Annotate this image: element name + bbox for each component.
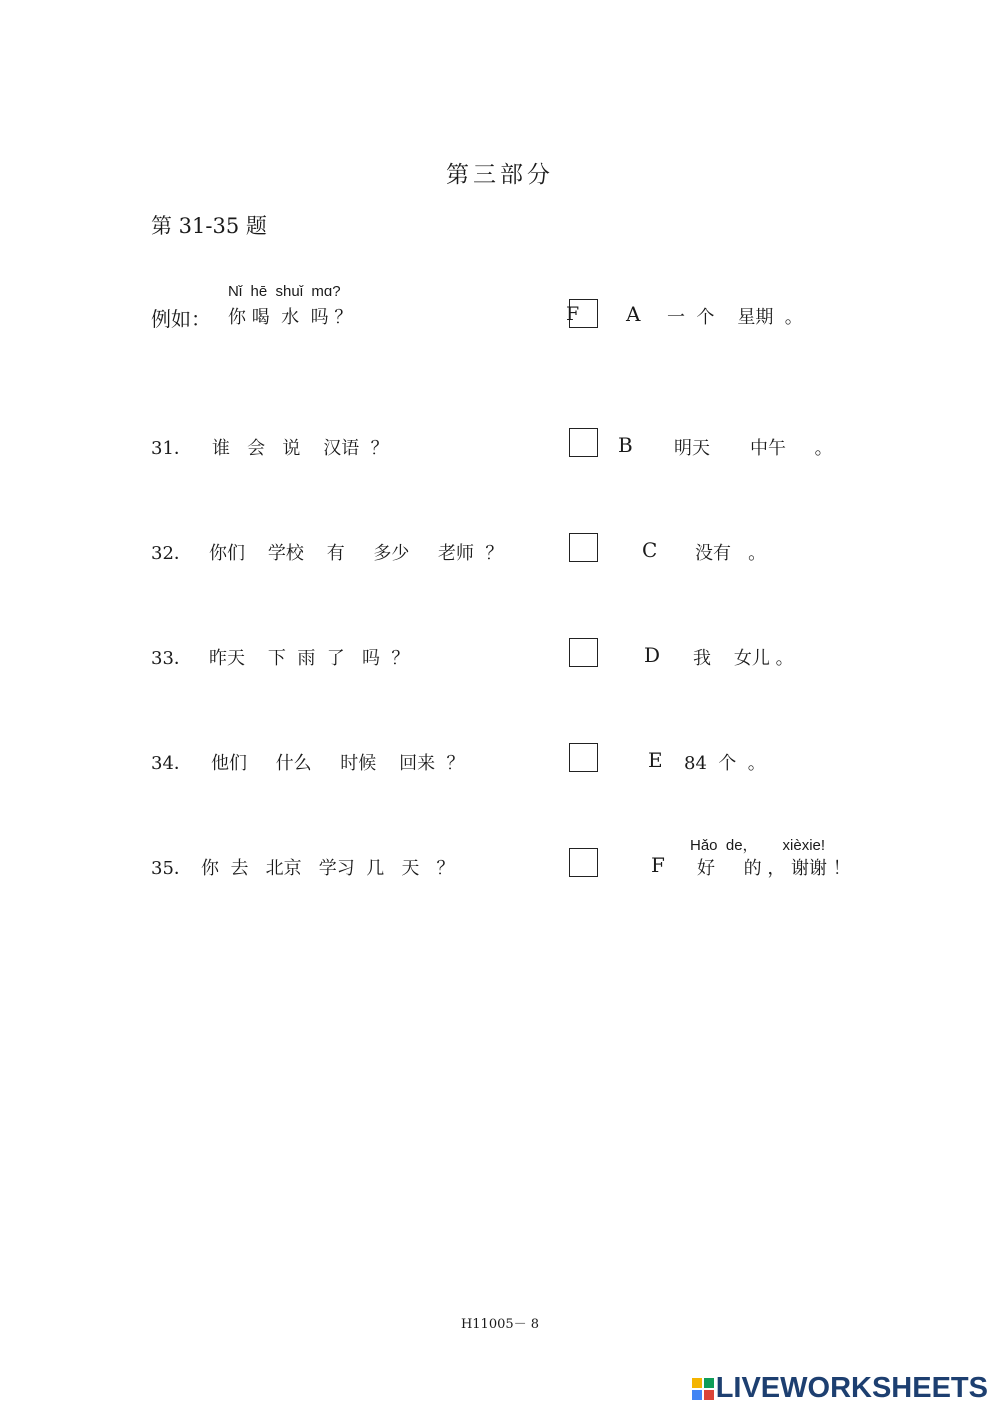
question-number: 32． <box>151 543 192 564</box>
answer-box-33[interactable] <box>569 638 598 667</box>
answer-box-32[interactable] <box>569 533 598 562</box>
question-text: 你 去 北京 学习 几 天 ？ <box>201 858 455 879</box>
option-pinyin: Hǎo de， xièxie! <box>690 837 826 854</box>
section-subtitle: 第 31-35 题 <box>151 214 267 238</box>
page-footer: H11005－ 8 <box>460 1317 540 1332</box>
question-number: 34． <box>151 753 192 774</box>
option-text: 我 女儿 。 <box>693 648 794 669</box>
question-text: 谁 会 说 汉语 ？ <box>212 438 389 459</box>
option-text: 没有 。 <box>695 543 767 564</box>
option-letter: F <box>651 853 665 877</box>
example-label: 例如： <box>151 307 211 331</box>
option-text: 84 个 。 <box>684 753 766 774</box>
answer-box-31[interactable] <box>569 428 598 457</box>
example-question: 你 喝 水 吗 ？ <box>228 307 353 328</box>
page-title: 第三部分 <box>446 162 554 188</box>
liveworksheets-logo[interactable]: LIVEWORKSHEETS <box>715 1372 988 1404</box>
option-letter: D <box>644 643 661 667</box>
answer-box-34[interactable] <box>569 743 598 772</box>
option-letter: B <box>618 433 633 457</box>
example-answer: F <box>566 303 580 325</box>
question-number: 33． <box>151 648 192 669</box>
answer-box-35[interactable] <box>569 848 598 877</box>
option-text: 一 个 星期 。 <box>667 307 803 328</box>
question-text: 昨天 下 雨 了 吗 ？ <box>209 648 410 669</box>
liveworksheets-logo-icon <box>692 1378 714 1400</box>
question-number: 31． <box>151 438 192 459</box>
question-text: 他们 什么 时候 回来 ？ <box>211 753 465 774</box>
question-text: 你们 学校 有 多少 老师 ？ <box>209 543 504 564</box>
question-number: 35． <box>151 858 192 879</box>
example-pinyin: Nǐ hē shuǐ mɑ? <box>228 283 341 300</box>
example-answer-box <box>566 299 598 328</box>
option-letter: A <box>626 302 641 326</box>
option-letter: C <box>642 538 658 562</box>
option-letter: E <box>648 748 663 772</box>
option-text: 明天 中午 。 <box>674 438 833 459</box>
option-text: 好 的 ， 谢谢 ！ <box>697 858 851 879</box>
